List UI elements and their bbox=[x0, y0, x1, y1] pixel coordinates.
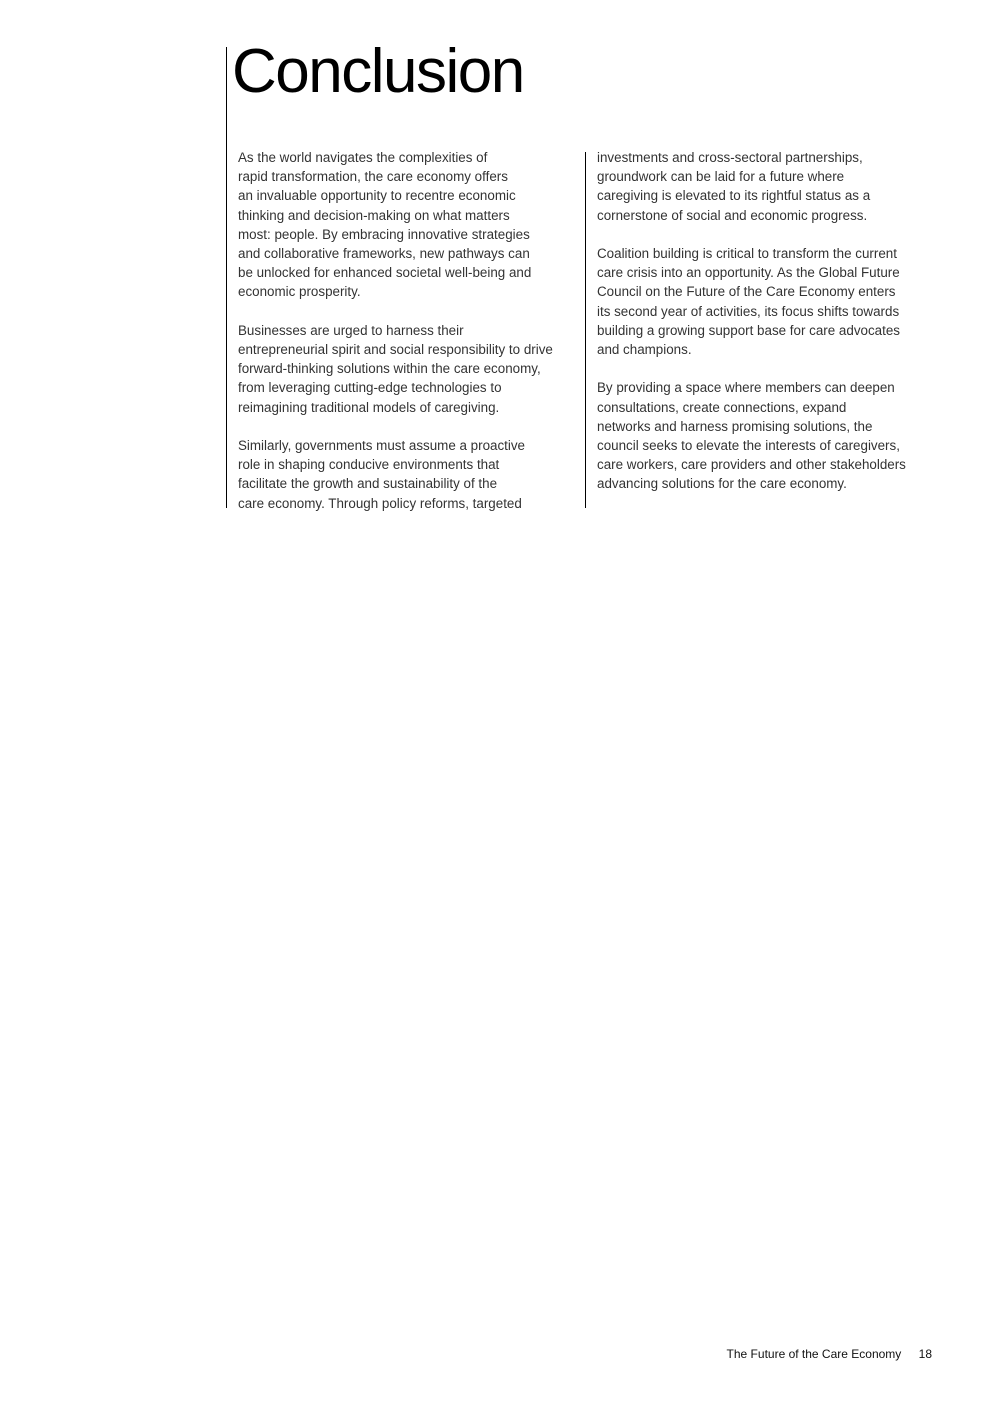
paragraph bbox=[238, 436, 583, 513]
text-line: facilitate the growth and sustainability of the bbox=[238, 476, 498, 492]
paragraph bbox=[597, 378, 942, 493]
page-number: 18 bbox=[918, 1347, 932, 1361]
text-line: reimagining traditional models of caregiving. bbox=[238, 399, 500, 415]
text-line: from leveraging cutting-edge technologies to bbox=[238, 380, 502, 396]
text-line: advancing solutions for the care economy. bbox=[597, 476, 847, 492]
text-line: care economy. Through policy reforms, targeted bbox=[238, 495, 522, 511]
text-line: cornerstone of social and economic progress. bbox=[597, 207, 868, 223]
text-line: caregiving is elevated to its rightful status as a bbox=[597, 188, 871, 204]
text-line: care crisis into an opportunity. As the Global Future bbox=[597, 265, 900, 281]
text-line: most: people. By embracing innovative strategies bbox=[238, 226, 530, 242]
text-line: Council on the Future of the Care Economy enters bbox=[597, 284, 896, 300]
paragraph bbox=[597, 148, 942, 225]
paragraph bbox=[238, 148, 583, 302]
text-line: be unlocked for enhanced societal well-being and bbox=[238, 265, 532, 281]
paragraph bbox=[597, 244, 942, 359]
text-line: groundwork can be laid for a future where bbox=[597, 169, 845, 185]
text-line: and collaborative frameworks, new pathways can bbox=[238, 246, 530, 262]
left-column bbox=[238, 148, 583, 532]
text-line: investments and cross-sectoral partnerships, bbox=[597, 150, 863, 165]
text-line: thinking and decision-making on what matters bbox=[238, 207, 510, 223]
text-line: care workers, care providers and other stakeholders bbox=[597, 457, 906, 473]
right-column bbox=[597, 148, 942, 513]
text-line: networks and harness promising solutions, the bbox=[597, 418, 873, 434]
text-line: Businesses are urged to harness their bbox=[238, 322, 464, 338]
text-line: By providing a space where members can deepen bbox=[597, 380, 895, 396]
text-line: Coalition building is critical to transform the current bbox=[597, 246, 897, 261]
text-line: Similarly, governments must assume a proactive bbox=[238, 438, 526, 454]
text-line: consultations, create connections, expand bbox=[597, 399, 847, 415]
text-line: economic prosperity. bbox=[238, 284, 361, 300]
text-line: entrepreneurial spirit and social responsibility to drive bbox=[238, 342, 553, 358]
text-line: forward-thinking solutions within the care economy, bbox=[238, 361, 541, 377]
paragraph bbox=[238, 321, 583, 417]
publication-title: The Future of the Care Economy bbox=[726, 1347, 902, 1361]
text-line: role in shaping conducive environments that bbox=[238, 457, 500, 473]
text-line: and champions. bbox=[597, 342, 692, 358]
text-line: its second year of activities, its focus shifts towards bbox=[597, 303, 900, 319]
text-line: an invaluable opportunity to recentre economic bbox=[238, 188, 516, 204]
text-line: As the world navigates the complexities of bbox=[238, 150, 488, 165]
title-rule bbox=[226, 47, 227, 508]
column-divider bbox=[585, 152, 586, 508]
text-line: building a growing support base for care advocates bbox=[597, 322, 900, 338]
page-footer bbox=[727, 1347, 932, 1361]
text-line: rapid transformation, the care economy offers bbox=[238, 169, 508, 185]
page-title: Conclusion bbox=[232, 37, 524, 106]
text-line: council seeks to elevate the interests of caregivers, bbox=[597, 438, 900, 454]
